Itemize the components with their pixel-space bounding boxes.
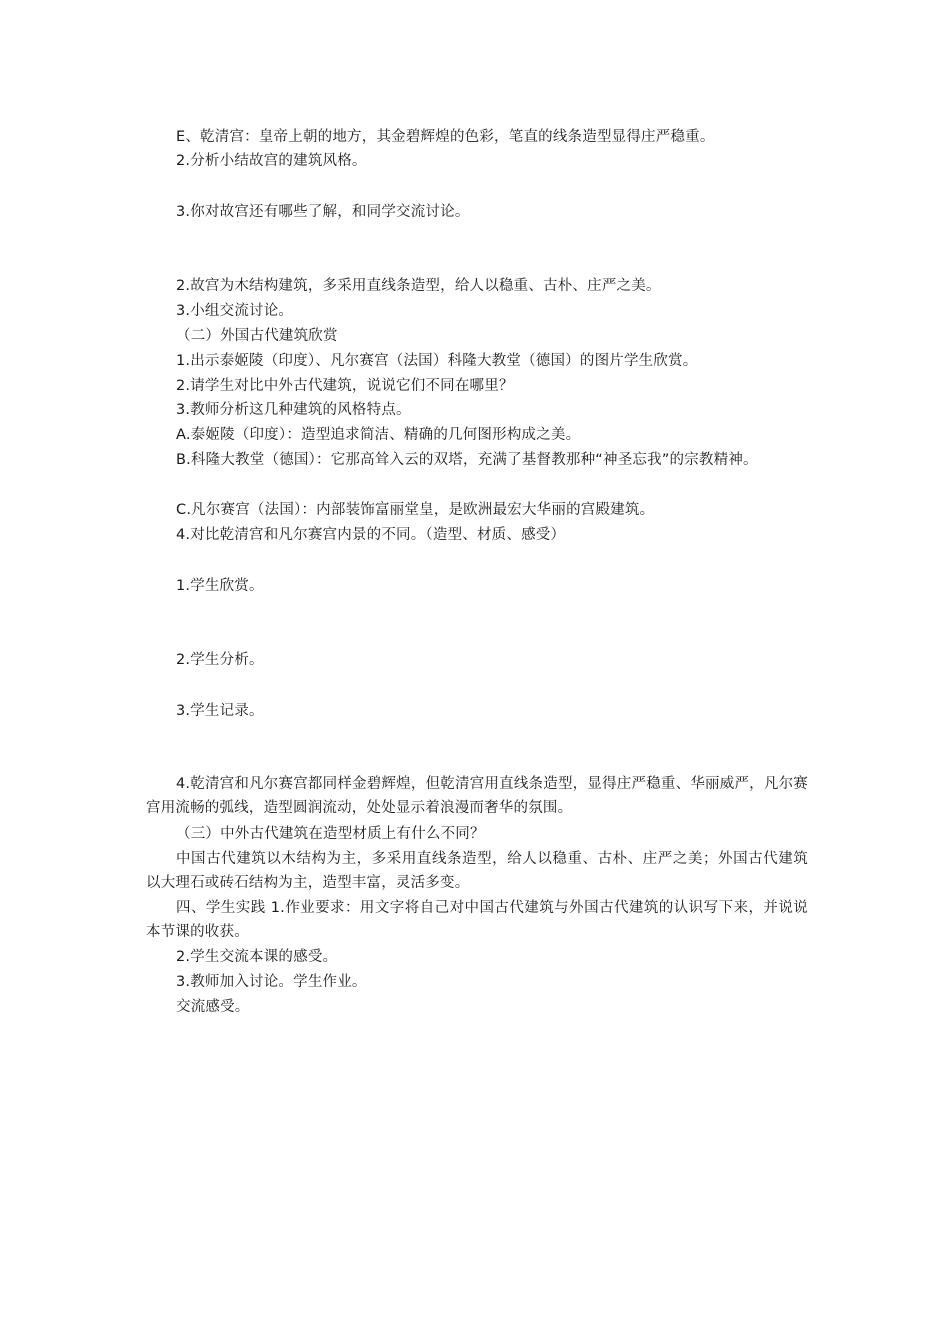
- paragraph-discuss-palace: 3.你对故宫还有哪些了解，和同学交流讨论。: [176, 204, 470, 220]
- paragraph-compare-interiors: 4.对比乾清宫和凡尔赛宫内景的不同。（造型、材质、感受）: [176, 527, 566, 543]
- paragraph-compare: 2.请学生对比中外古代建筑，说说它们不同在哪里？: [176, 378, 514, 394]
- paragraph-material-summary: 中国古代建筑以木结构为主，多采用直线条造型，给人以稳重、古朴、庄严之美；外国古代建筑以大理石或砖石结构为主，造型丰富，灵活多变。: [146, 851, 808, 891]
- paragraph-student-record: 3.学生记录。: [176, 703, 264, 719]
- paragraph-qianqing-palace: E、乾清宫：皇帝上朝的地方，其金碧辉煌的色彩，笔直的线条造型显得庄严稳重。: [176, 129, 715, 145]
- paragraph-versailles: C.凡尔赛宫（法国）：内部装饰富丽堂皇，是欧洲最宏大华丽的宫殿建筑。: [176, 502, 655, 518]
- paragraph-show-pictures: 1.出示泰姬陵（印度）、凡尔赛宫（法国）科隆大教堂（德国）的图片学生欣赏。: [176, 353, 698, 369]
- paragraph-taj-mahal: A.泰姬陵（印度）：造型追求简洁、精确的几何图形构成之美。: [176, 427, 581, 443]
- paragraph-teacher-analysis: 3.教师分析这几种建筑的风格特点。: [176, 402, 411, 418]
- paragraph-teacher-join: 3.教师加入讨论。学生作业。: [176, 974, 367, 990]
- paragraph-palace-comparison: 4.乾清宫和凡尔赛宫都同样金碧辉煌，但乾清宫用直线条造型，显得庄严稳重、华丽威严，凡尔赛宫用流畅的弧线，造型圆润流动，处处显示着浪漫而奢华的氛围。: [146, 776, 808, 816]
- paragraph-student-analyze: 2.学生分析。: [176, 652, 264, 668]
- paragraph-exchange: 交流感受。: [176, 999, 250, 1015]
- paragraph-analyze-style: 2.分析小结故宫的建筑风格。: [176, 153, 367, 169]
- paragraph-wood-structure: 2.故宫为木结构建筑，多采用直线条造型，给人以稳重、古朴、庄严之美。: [176, 278, 661, 294]
- section-heading-foreign-architecture: （二）外国古代建筑欣赏: [176, 328, 338, 344]
- paragraph-student-appreciate: 1.学生欣赏。: [176, 578, 264, 594]
- section-heading-material-difference: （三）中外古代建筑在造型材质上有什么不同？: [176, 826, 485, 842]
- paragraph-cologne-cathedral: B.科隆大教堂（德国）：它那高耸入云的双塔，充满了基督教那种“神圣忘我”的宗教精神。: [176, 452, 758, 468]
- paragraph-share-feelings: 2.学生交流本课的感受。: [176, 949, 338, 965]
- paragraph-student-practice: 四、学生实践 1.作业要求：用文字将自己对中国古代建筑与外国古代建筑的认识写下来，并说说本节课的收获。: [146, 900, 808, 940]
- paragraph-group-discussion: 3.小组交流讨论。: [176, 303, 294, 319]
